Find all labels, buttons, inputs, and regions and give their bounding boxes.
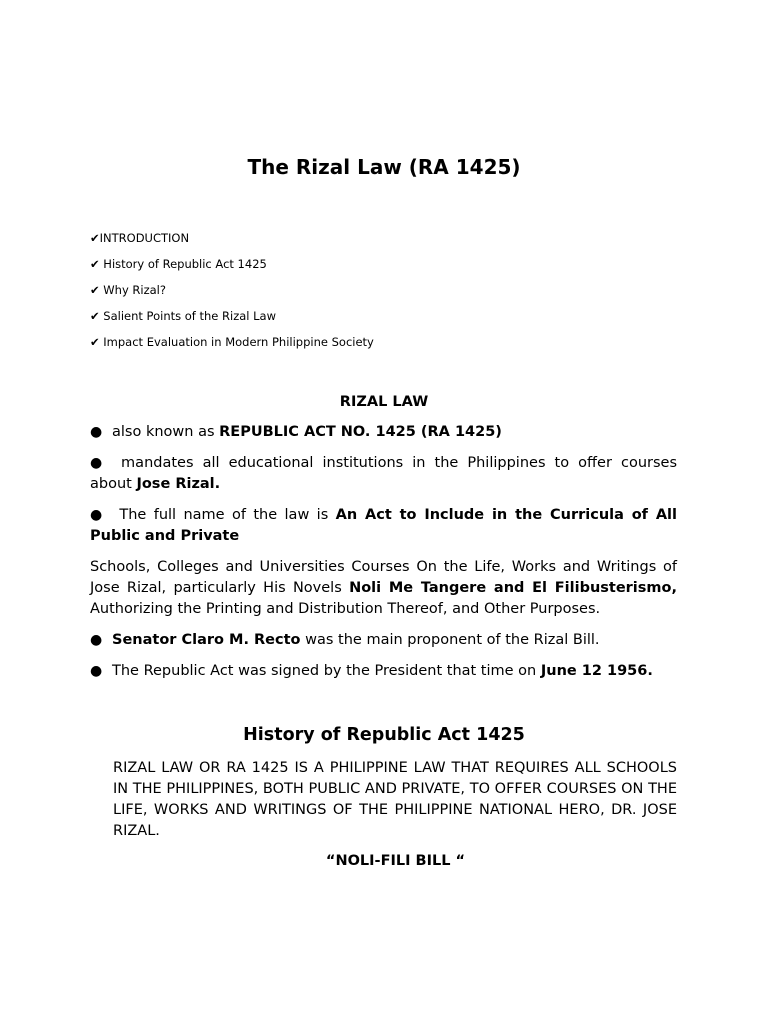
bullet-icon: ● xyxy=(90,455,103,471)
full-name-continuation xyxy=(90,557,677,620)
toc-item-salient-points: ✔ Salient Points of the Rizal Law xyxy=(90,309,277,323)
bullet-bold-text: June 12 1956. xyxy=(540,663,653,679)
bullet-icon: ● xyxy=(90,663,103,679)
bullet-bold-text: Jose Rizal. xyxy=(136,476,221,492)
bullet-icon: ● xyxy=(90,507,103,523)
bullet-full-name xyxy=(90,505,677,547)
bullet-text: mandates all educational institutions in the Philippines to offer courses about xyxy=(90,455,677,492)
bullet-signed-date xyxy=(90,661,677,682)
bullet-bold-text: Senator Claro M. Recto xyxy=(112,632,301,648)
bullet-text: was the main proponent of the Rizal Bill. xyxy=(300,632,600,648)
rizal-law-heading: RIZAL LAW xyxy=(339,394,429,410)
toc-item-impact-evaluation: ✔ Impact Evaluation in Modern Philippine Society xyxy=(90,335,374,349)
table-of-contents xyxy=(90,230,374,360)
bullet-text: The full name of the law is xyxy=(112,507,336,523)
toc-item-introduction: ✔INTRODUCTION xyxy=(90,231,190,245)
bullet-text: The Republic Act was signed by the President that time on xyxy=(112,663,541,679)
noli-fili-bill-heading: “NOLI-FILI BILL “ xyxy=(325,853,466,869)
paragraph-text-end: Authorizing the Printing and Distribution Thereof, and Other Purposes. xyxy=(90,601,601,617)
bullet-bold-text: An Act to Include in the Curricula of All Public and Private xyxy=(90,507,677,544)
history-heading: History of Republic Act 1425 xyxy=(243,725,525,745)
bullet-senator-recto xyxy=(90,630,677,651)
toc-item-history: ✔ History of Republic Act 1425 xyxy=(90,257,267,271)
bullet-icon: ● xyxy=(90,632,103,648)
toc-item-why-rizal: ✔ Why Rizal? xyxy=(90,283,166,297)
bullet-mandates xyxy=(90,453,677,495)
bullet-also-known-as xyxy=(90,422,677,443)
bullet-bold-text: REPUBLIC ACT NO. 1425 (RA 1425) xyxy=(219,424,502,440)
bullet-text: also known as xyxy=(112,424,220,440)
paragraph-text: Schools, Colleges and Universities Courses On the Life, Works and Writings of Jose Rizal, particularly His Novels xyxy=(90,559,677,596)
history-paragraph: RIZAL LAW OR RA 1425 IS A PHILIPPINE LAW THAT REQUIRES ALL SCHOOLS IN THE PHILIPPINES, BOTH PUBLIC AND PRIVATE, TO OFFER COURSES ON THE LIFE, WORKS AND WRITINGS OF THE PHILIPPINE NATIONAL HERO, DR. JOSE RIZAL. xyxy=(113,760,677,839)
bullet-icon: ● xyxy=(90,424,103,440)
paragraph-bold-text: Noli Me Tangere and El Filibusterismo, xyxy=(349,580,677,596)
document-title: The Rizal Law (RA 1425) xyxy=(247,155,521,179)
